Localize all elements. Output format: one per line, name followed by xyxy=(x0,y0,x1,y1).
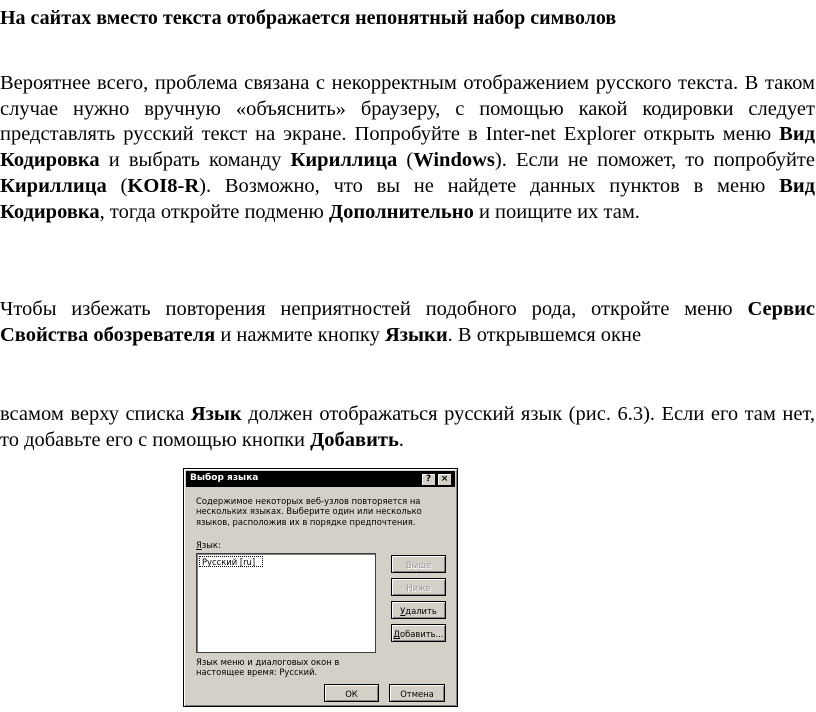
move-up-button[interactable]: Выше xyxy=(391,555,446,573)
help-icon[interactable]: ? xyxy=(421,473,436,486)
text-run: всамом верху списка xyxy=(0,403,191,425)
text-run: ). Возможно, что вы не найдете данных пунктов в меню xyxy=(199,174,780,197)
command-cyrillic: Кириллица xyxy=(290,149,398,172)
text-run: . В открывшемся окне xyxy=(447,323,642,346)
paragraph-language-list xyxy=(0,402,815,453)
text-run: Вероятнее всего, проблема связана с некорректным отображением русского текста. В таком случае нужно вручную «объяснить» браузеру, с помощью какой кодировки следует представлять русский текст на экране. Попробуйте в Inter-net Explorer открыть меню xyxy=(0,72,815,146)
submenu-more: Дополнительно xyxy=(328,200,474,223)
move-down-button[interactable]: Ниже xyxy=(391,578,446,596)
menu-path-internet-options: Сервис Свойства обозревателя xyxy=(0,298,815,346)
text-run: , тогда откройте подменю xyxy=(99,200,329,223)
encoding-windows: Windows xyxy=(413,149,495,172)
text-run: . xyxy=(398,428,404,451)
list-name-language: Язык xyxy=(190,403,242,425)
dialog-description: Содержимое некоторых веб-узлов повторяется на нескольких языках. Выберите один или несколько языков, расположив их в порядке предпочтения. xyxy=(196,496,422,527)
dialog-titlebar[interactable] xyxy=(186,471,455,487)
accelerator-key: Д xyxy=(393,629,400,639)
delete-button[interactable] xyxy=(391,601,446,619)
dialog-title: Выбор языка xyxy=(190,473,259,483)
text-run: и поищите их там. xyxy=(473,200,640,223)
close-icon[interactable]: × xyxy=(437,473,452,486)
add-button[interactable] xyxy=(391,624,446,642)
accelerator-key: Я xyxy=(196,540,202,550)
label-text: зык: xyxy=(201,540,221,550)
current-language-note: Язык меню и диалоговых окон в настоящее время: Русский. xyxy=(196,657,340,678)
language-listbox[interactable] xyxy=(196,553,376,653)
command-cyrillic: Кириллица xyxy=(0,174,107,197)
page-heading: На сайтах вместо текста отображается непонятный набор символов xyxy=(0,7,617,29)
paragraph-encoding xyxy=(0,71,815,225)
menu-path-view-encoding: Вид Кодировка xyxy=(0,123,815,172)
text-run: ( xyxy=(106,174,128,197)
language-list-label xyxy=(196,540,221,550)
text-run: Чтобы избежать повторения неприятностей подобного рода, откройте меню xyxy=(0,298,748,320)
encoding-koi8r: KOI8-R xyxy=(127,174,200,197)
button-label: обавить... xyxy=(399,629,444,639)
cancel-button[interactable]: Отмена xyxy=(389,684,445,702)
language-dialog xyxy=(183,468,458,707)
button-name-languages: Языки xyxy=(384,323,448,346)
text-run: ). Если не поможет, то попробуйте xyxy=(494,149,815,172)
accelerator-key: У xyxy=(400,606,406,616)
button-name-add: Добавить xyxy=(310,428,399,451)
ok-button[interactable]: ОК xyxy=(324,684,379,702)
button-label: далить xyxy=(405,606,437,616)
menu-path-view-encoding: Вид Кодировка xyxy=(0,174,816,223)
text-run: и нажмите кнопку xyxy=(215,323,385,346)
list-item[interactable]: Русский [ru] xyxy=(199,556,263,567)
paragraph-options xyxy=(0,297,815,348)
text-run: и выбрать команду xyxy=(99,149,291,172)
text-run: должен отображаться русский язык (рис. 6.3). Если его там нет, то добавьте его с помощью кнопки xyxy=(0,403,815,451)
text-run: ( xyxy=(397,149,414,172)
